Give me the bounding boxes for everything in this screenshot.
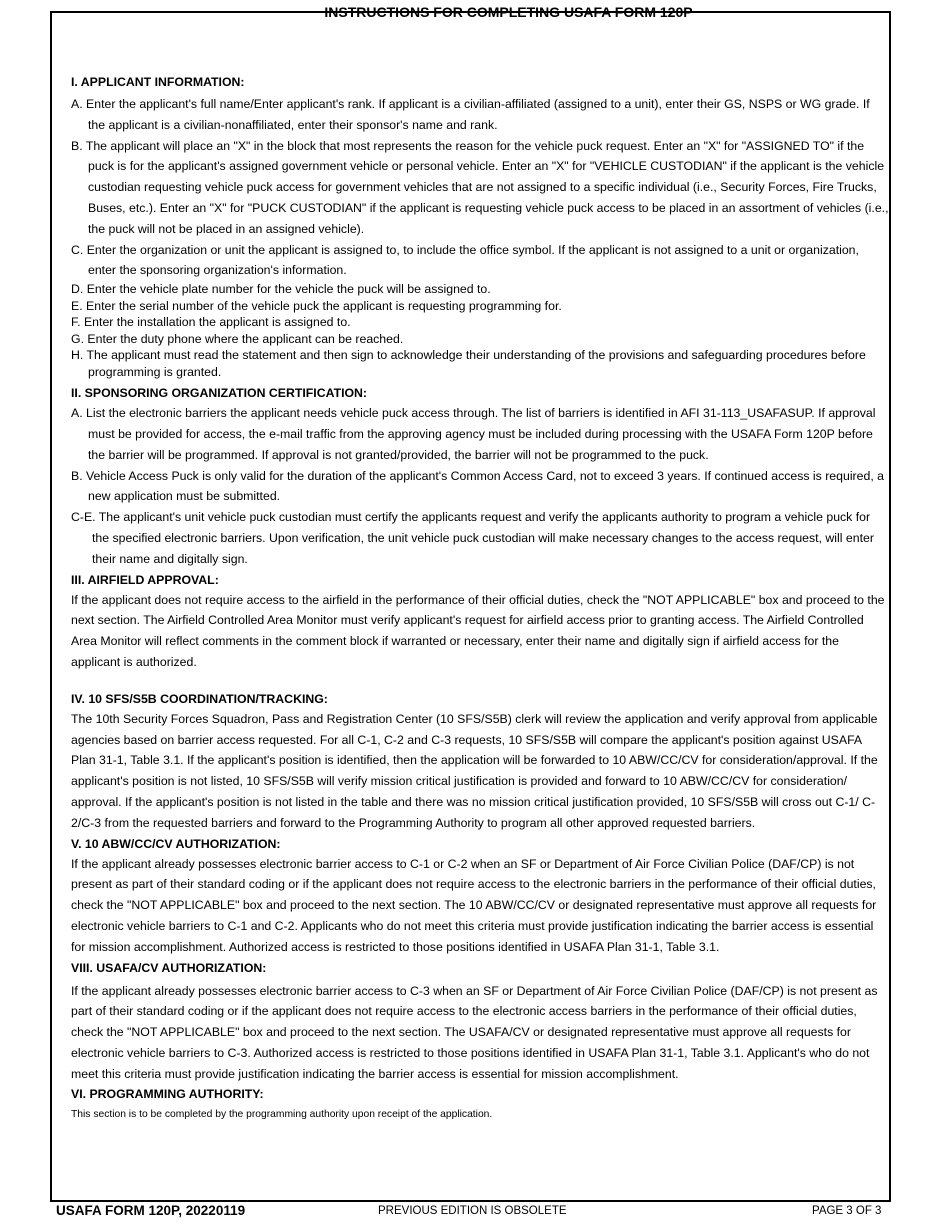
instructions-body [71,72,889,1124]
instruction-item: A. List the electronic barriers the applicant needs vehicle puck access through. The list of barriers is identified in AFI 31-113_USAFASUP. If approval must be provided for access, the e-mail traffic from the approving agency must be included during processing with the USAFA Form 120P before the barrier will be programmed. If approval is not granted/provided, the barrier will not be programmed to the puck. [71,406,876,462]
section-text: If the applicant already possesses electronic barrier access to C-1 or C-2 when an SF or Department of Air Force Civilian Police (DAF/CP) is not present as part of their standard coding or if the applicant does not require access to the electronic barriers in the performance of their official duties, check the "NOT APPLICABLE" box and proceed to the next section. The 10 ABW/CC/CV or designated representative must approve all requests for electronic vehicle barriers to C-1 and C-2. Applicants who do not meet this criteria must provide justification indicating the barrier access is essential for mission accomplishment. Authorized access is restricted to those positions identified in USAFA Plan 31-1, Table 3.1. [71,856,877,954]
instruction-item: A. Enter the applicant's full name/Enter applicant's rank. If applicant is a civilian-affiliated (assigned to a unit), enter their GS, NSPS or WG grade. If the applicant is a civilian-nonaffiliated, enter their sponsor's name and rank. [71,97,870,132]
instruction-item: E. Enter the serial number of the vehicle puck the applicant is requesting programming for. [71,298,562,313]
section-text: The 10th Security Forces Squadron, Pass and Registration Center (10 SFS/S5B) clerk will review the application and verify approval from applicable agencies based on barrier access requested. For all C-1, C-2 and C-3 requests, 10 SFS/S5B will compare the applicant's position against USAFA Plan 31-1, Table 3.1. If the applicant's position is identified, then the application will be forwarded to 10 ABW/CC/CV for consideration/approval. If the applicant's position is not listed, 10 SFS/S5B will verify mission critical justification is provided and forward to 10 ABW/CC/CV for consideration/ approval. If the applicant's position is not listed in the table and there was no mission critical justification provided, 10 SFS/S5B will cross out C-1/ C-2/C-3 from the requested barriers and forward to the Programming Authority to program all other approved requested barriers. [71,711,878,830]
instruction-item: H. The applicant must read the statement and then sign to acknowledge their understanding of the provisions and safeguarding procedures before programming is granted. [71,348,866,379]
instruction-item: C. Enter the organization or unit the applicant is assigned to, to include the office symbol. If the applicant is not assigned to a unit or organization, enter the sponsoring organization's information. [71,242,859,278]
section-text: If the applicant already possesses electronic barrier access to C-3 when an SF or Department of Air Force Civilian Police (DAF/CP) is not present as part of their standard coding or if the applicant does not require access to the electronic access barriers in the performance of their official duties, check the "NOT APPLICABLE" box and proceed to the next section. The USAFA/CV or designated representative must approve all requests for electronic vehicle barriers to C-3. Authorized access is restricted to those positions identified in USAFA Plan 31-1, Table 3.1. Applicant's who do not meet this criteria must provide justification indicating the barrier access is essential for mission accomplishment. [71,983,878,1081]
section-heading: VI. PROGRAMMING AUTHORITY: [71,1087,264,1102]
section-heading: VIII. USAFA/CV AUTHORIZATION: [71,960,267,975]
form-id: USAFA FORM 120P, 20220119 [56,1203,246,1218]
edition-note: PREVIOUS EDITION IS OBSOLETE [378,1205,567,1217]
instruction-item: G. Enter the duty phone where the applicant can be reached. [71,331,404,346]
section-heading: III. AIRFIELD APPROVAL: [71,572,219,587]
page-footer [0,1203,950,1223]
section-text: If the applicant does not require access to the airfield in the performance of their official duties, check the "NOT APPLICABLE" box and proceed to the next section. The Airfield Controlled Area Monitor must verify applicant's request for airfield access prior to granting access. The Airfield Controlled Area Monitor will reflect comments in the comment block if warranted or necessary, enter their name and digitally sign if airfield access for the applicant is authorized. [71,592,885,669]
section-text: This section is to be completed by the programming authority upon receipt of the application. [71,1109,493,1121]
instruction-item: F. Enter the installation the applicant is assigned to. [71,315,351,330]
section-heading: I. APPLICANT INFORMATION: [71,75,245,89]
section-heading: II. SPONSORING ORGANIZATION CERTIFICATION: [71,386,368,401]
instruction-item: D. Enter the vehicle plate number for the vehicle the puck will be assigned to. [71,282,491,297]
instruction-item: B. The applicant will place an "X" in the block that most represents the reason for the vehicle puck request. Enter an "X" for "ASSIGNED TO" if the puck is for the applicant's assigned government vehicle or personal vehicle. Enter an "X" for "VEHICLE CUSTODIAN" if the applicant is the vehicle custodian requesting vehicle puck access for government vehicles that are not assigned to a specific individual (i.e., Security Forces, Fire Trucks, Buses, etc.). Enter an "X" for "PUCK CUSTODIAN" if the applicant is requesting vehicle puck access to be placed in an assortment of vehicles (i.e., the puck will not be placed in an assigned vehicle). [71,138,889,236]
form-title: INSTRUCTIONS FOR COMPLETING USAFA FORM 120P [324,4,693,20]
instruction-item: B. Vehicle Access Puck is only valid for the duration of the applicant's Common Access Card, not to exceed 3 years. If continued access is required, a new application must be submitted. [71,468,884,504]
page-number: PAGE 3 OF 3 [812,1205,882,1217]
instruction-item: C-E. The applicant's unit vehicle puck custodian must certify the applicants request and verify the applicants authority to program a vehicle puck for the specified electronic barriers. Upon verification, the unit vehicle puck custodian will make necessary changes to the access request, will enter their name and digitally sign. [71,510,874,566]
section-heading: V. 10 ABW/CC/CV AUTHORIZATION: [71,836,281,851]
section-heading: IV. 10 SFS/S5B COORDINATION/TRACKING: [71,691,328,706]
